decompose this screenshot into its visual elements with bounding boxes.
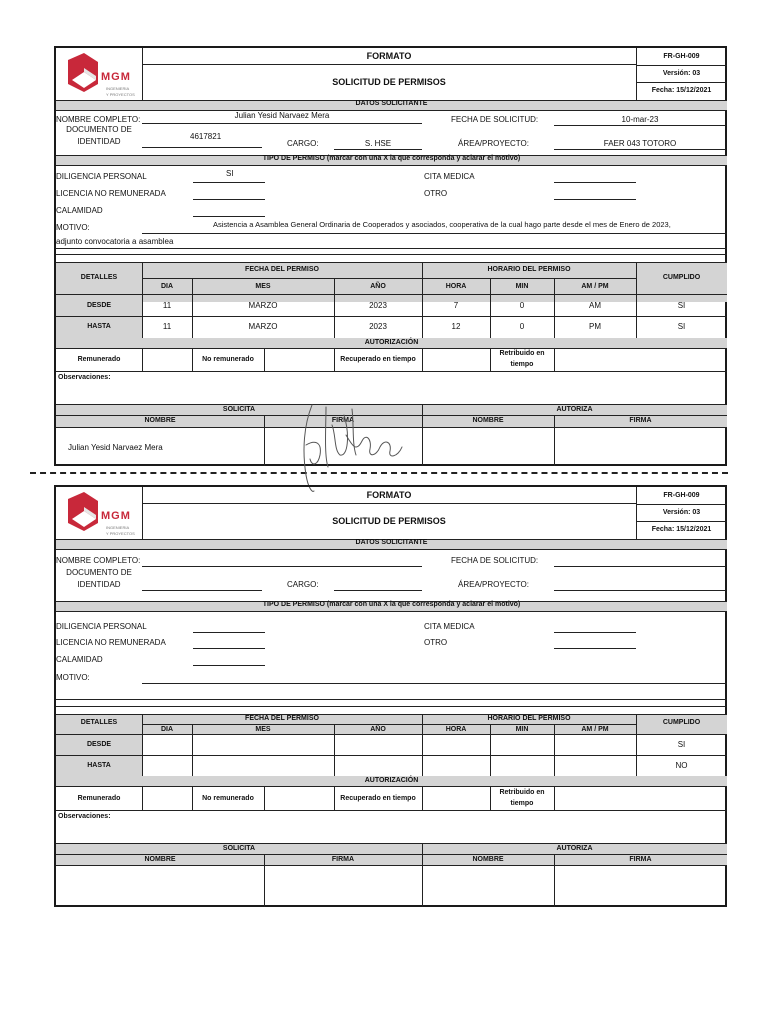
label-fecha-solicitud: FECHA DE SOLICITUD:	[451, 556, 539, 565]
label-motivo: MOTIVO:	[56, 223, 90, 232]
form-title: SOLICITUD DE PERMISOS	[332, 516, 446, 526]
label-motivo: MOTIVO:	[56, 673, 90, 682]
header-autoriza-firma: FIRMA	[629, 856, 652, 863]
label-remunerado: Remunerado	[77, 795, 121, 802]
header-min: MIN	[515, 283, 529, 290]
header-horario-permiso: HORARIO DEL PERMISO	[487, 266, 571, 273]
label-recuperado: Recuperado en tiempo	[340, 356, 416, 363]
form-title: SOLICITUD DE PERMISOS	[332, 77, 446, 87]
header-detalles: DETALLES	[80, 719, 118, 726]
hasta-cumplido: NO	[675, 761, 688, 770]
value-area: FAER 043 TOTORO	[603, 139, 677, 148]
row-desde-label: DESDE	[86, 302, 112, 309]
section-datos-solicitante: DATOS SOLICITANTE	[355, 100, 428, 107]
desde-mes: MARZO	[248, 301, 278, 310]
label-recuperado: Recuperado en tiempo	[340, 795, 416, 802]
section-autorizacion: AUTORIZACIÓN	[364, 339, 419, 346]
header-min: MIN	[515, 726, 529, 733]
row-hasta-label: HASTA	[87, 323, 111, 330]
doc-type: FORMATO	[366, 51, 412, 61]
value-documento: 4617821	[190, 132, 222, 141]
hasta-min: 0	[519, 322, 525, 331]
hasta-ampm: PM	[589, 322, 601, 331]
label-calamidad: CALAMIDAD	[56, 655, 103, 664]
label-retribuido-1: Retribuido en	[499, 350, 545, 357]
hasta-hora: 12	[451, 322, 461, 331]
hasta-mes: MARZO	[248, 322, 278, 331]
label-calamidad: CALAMIDAD	[56, 206, 103, 215]
label-area: ÁREA/PROYECTO:	[458, 139, 529, 148]
logo-text: MGM	[101, 510, 131, 522]
label-documento-2: IDENTIDAD	[77, 580, 121, 589]
header-mes: MES	[255, 726, 271, 733]
form-date: Fecha: 15/12/2021	[651, 526, 712, 533]
label-cita-medica: CITA MEDICA	[424, 622, 475, 631]
logo-subtext-1: INGENIERIA	[106, 525, 130, 530]
label-documento-1: DOCUMENTO DE	[66, 125, 132, 134]
logo-subtext-2: Y PROYECTOS	[106, 531, 135, 536]
header-dia: DIA	[160, 283, 174, 290]
label-observaciones: Observaciones:	[58, 813, 111, 820]
desde-cumplido: SI	[677, 301, 686, 310]
header-detalles: DETALLES	[80, 274, 118, 281]
label-cita-medica: CITA MEDICA	[424, 172, 475, 181]
label-licencia: LICENCIA NO REMUNERADA	[56, 189, 166, 198]
label-otro: OTRO	[424, 189, 448, 198]
row-hasta-label: HASTA	[87, 762, 111, 769]
header-horario-permiso: HORARIO DEL PERMISO	[487, 715, 571, 722]
header-cumplido: CUMPLIDO	[662, 274, 701, 281]
label-retribuido-1: Retribuido en	[499, 789, 545, 796]
form-version: Versión: 03	[662, 509, 701, 516]
desde-min: 0	[519, 301, 525, 310]
section-datos-solicitante: DATOS SOLICITANTE	[355, 539, 428, 546]
section-autorizacion: AUTORIZACIÓN	[364, 777, 419, 784]
label-documento-2: IDENTIDAD	[77, 137, 121, 146]
hasta-anio: 2023	[369, 322, 387, 331]
header-autoriza-nombre: NOMBRE	[472, 856, 504, 863]
label-otro: OTRO	[424, 638, 448, 647]
label-area: ÁREA/PROYECTO:	[458, 580, 529, 589]
desde-cumplido: SI	[677, 740, 686, 749]
header-fecha-permiso: FECHA DEL PERMISO	[245, 715, 319, 722]
label-nombre-completo: NOMBRE COMPLETO:	[56, 115, 141, 124]
value-motivo-line2: adjunto convocatoria a asamblea	[56, 237, 174, 246]
header-solicita-firma: FIRMA	[331, 417, 355, 424]
label-cargo: CARGO:	[287, 580, 319, 589]
form-version: Versión: 03	[662, 70, 701, 77]
logo-subtext-2: Y PROYECTOS	[106, 92, 135, 97]
header-cumplido: CUMPLIDO	[662, 719, 701, 726]
header-solicita: SOLICITA	[222, 845, 256, 852]
label-remunerado: Remunerado	[77, 356, 121, 363]
desde-anio: 2023	[369, 301, 387, 310]
company-logo	[64, 52, 140, 98]
section-tipo-permiso: TIPO DE PERMISO (marcar con una X la que corresponda y aclarar el motivo)	[262, 155, 521, 162]
header-hora: HORA	[445, 283, 467, 290]
value-cargo: S. HSE	[364, 139, 392, 148]
header-solicita-firma: FIRMA	[331, 856, 355, 863]
header-autoriza: AUTORIZA	[556, 406, 593, 413]
value-fecha-solicitud: 10-mar-23	[621, 115, 659, 124]
hasta-dia: 11	[162, 322, 172, 331]
label-retribuido-2: tiempo	[510, 361, 534, 368]
desde-hora: 7	[453, 301, 459, 310]
company-logo	[64, 491, 140, 537]
value-nombre: Julian Yesid Narvaez Mera	[234, 111, 330, 120]
header-autoriza-firma: FIRMA	[629, 417, 652, 424]
header-ampm: AM / PM	[581, 283, 609, 290]
value-motivo-line1: Asistencia a Asamblea General Ordinaria de Cooperados y asociados, cooperativa de la cual hago parte desde el mes de Enero de 2023,	[213, 220, 671, 229]
header-anio: AÑO	[370, 726, 386, 733]
header-solicita-nombre: NOMBRE	[144, 856, 176, 863]
header-dia: DIA	[160, 726, 174, 733]
label-observaciones: Observaciones:	[58, 374, 111, 381]
value-solicita-nombre: Julian Yesid Narvaez Mera	[68, 443, 163, 452]
header-ampm: AM / PM	[581, 726, 609, 733]
form-code: FR-GH-009	[663, 53, 700, 60]
label-cargo: CARGO:	[287, 139, 319, 148]
header-anio: AÑO	[370, 283, 386, 290]
label-documento-1: DOCUMENTO DE	[66, 568, 132, 577]
logo-subtext-1: INGENIERIA	[106, 86, 130, 91]
hasta-cumplido: SI	[677, 322, 686, 331]
label-no-remunerado: No remunerado	[202, 795, 254, 802]
label-no-remunerado: No remunerado	[202, 356, 254, 363]
doc-type: FORMATO	[366, 490, 412, 500]
header-mes: MES	[255, 283, 271, 290]
label-diligencia: DILIGENCIA PERSONAL	[56, 622, 147, 631]
permission-form-blank	[54, 485, 727, 907]
header-autoriza-nombre: NOMBRE	[472, 417, 504, 424]
header-autoriza: AUTORIZA	[556, 845, 593, 852]
header-fecha-permiso: FECHA DEL PERMISO	[245, 266, 319, 273]
label-licencia: LICENCIA NO REMUNERADA	[56, 638, 166, 647]
header-solicita-nombre: NOMBRE	[144, 417, 176, 424]
row-desde-label: DESDE	[86, 741, 112, 748]
label-diligencia: DILIGENCIA PERSONAL	[56, 172, 147, 181]
desde-ampm: AM	[589, 301, 601, 310]
label-retribuido-2: tiempo	[510, 800, 534, 807]
handwritten-signature	[282, 395, 422, 495]
label-fecha-solicitud: FECHA DE SOLICITUD:	[451, 115, 539, 124]
header-hora: HORA	[445, 726, 467, 733]
value-diligencia: SI	[226, 169, 234, 178]
logo-text: MGM	[101, 71, 131, 83]
section-tipo-permiso: TIPO DE PERMISO (marcar con una X la que corresponda y aclarar el motivo)	[262, 601, 521, 608]
desde-dia: 11	[162, 301, 172, 310]
form-code: FR-GH-009	[663, 492, 700, 499]
form-date: Fecha: 15/12/2021	[651, 87, 712, 94]
header-solicita: SOLICITA	[222, 406, 256, 413]
label-nombre-completo: NOMBRE COMPLETO:	[56, 556, 141, 565]
